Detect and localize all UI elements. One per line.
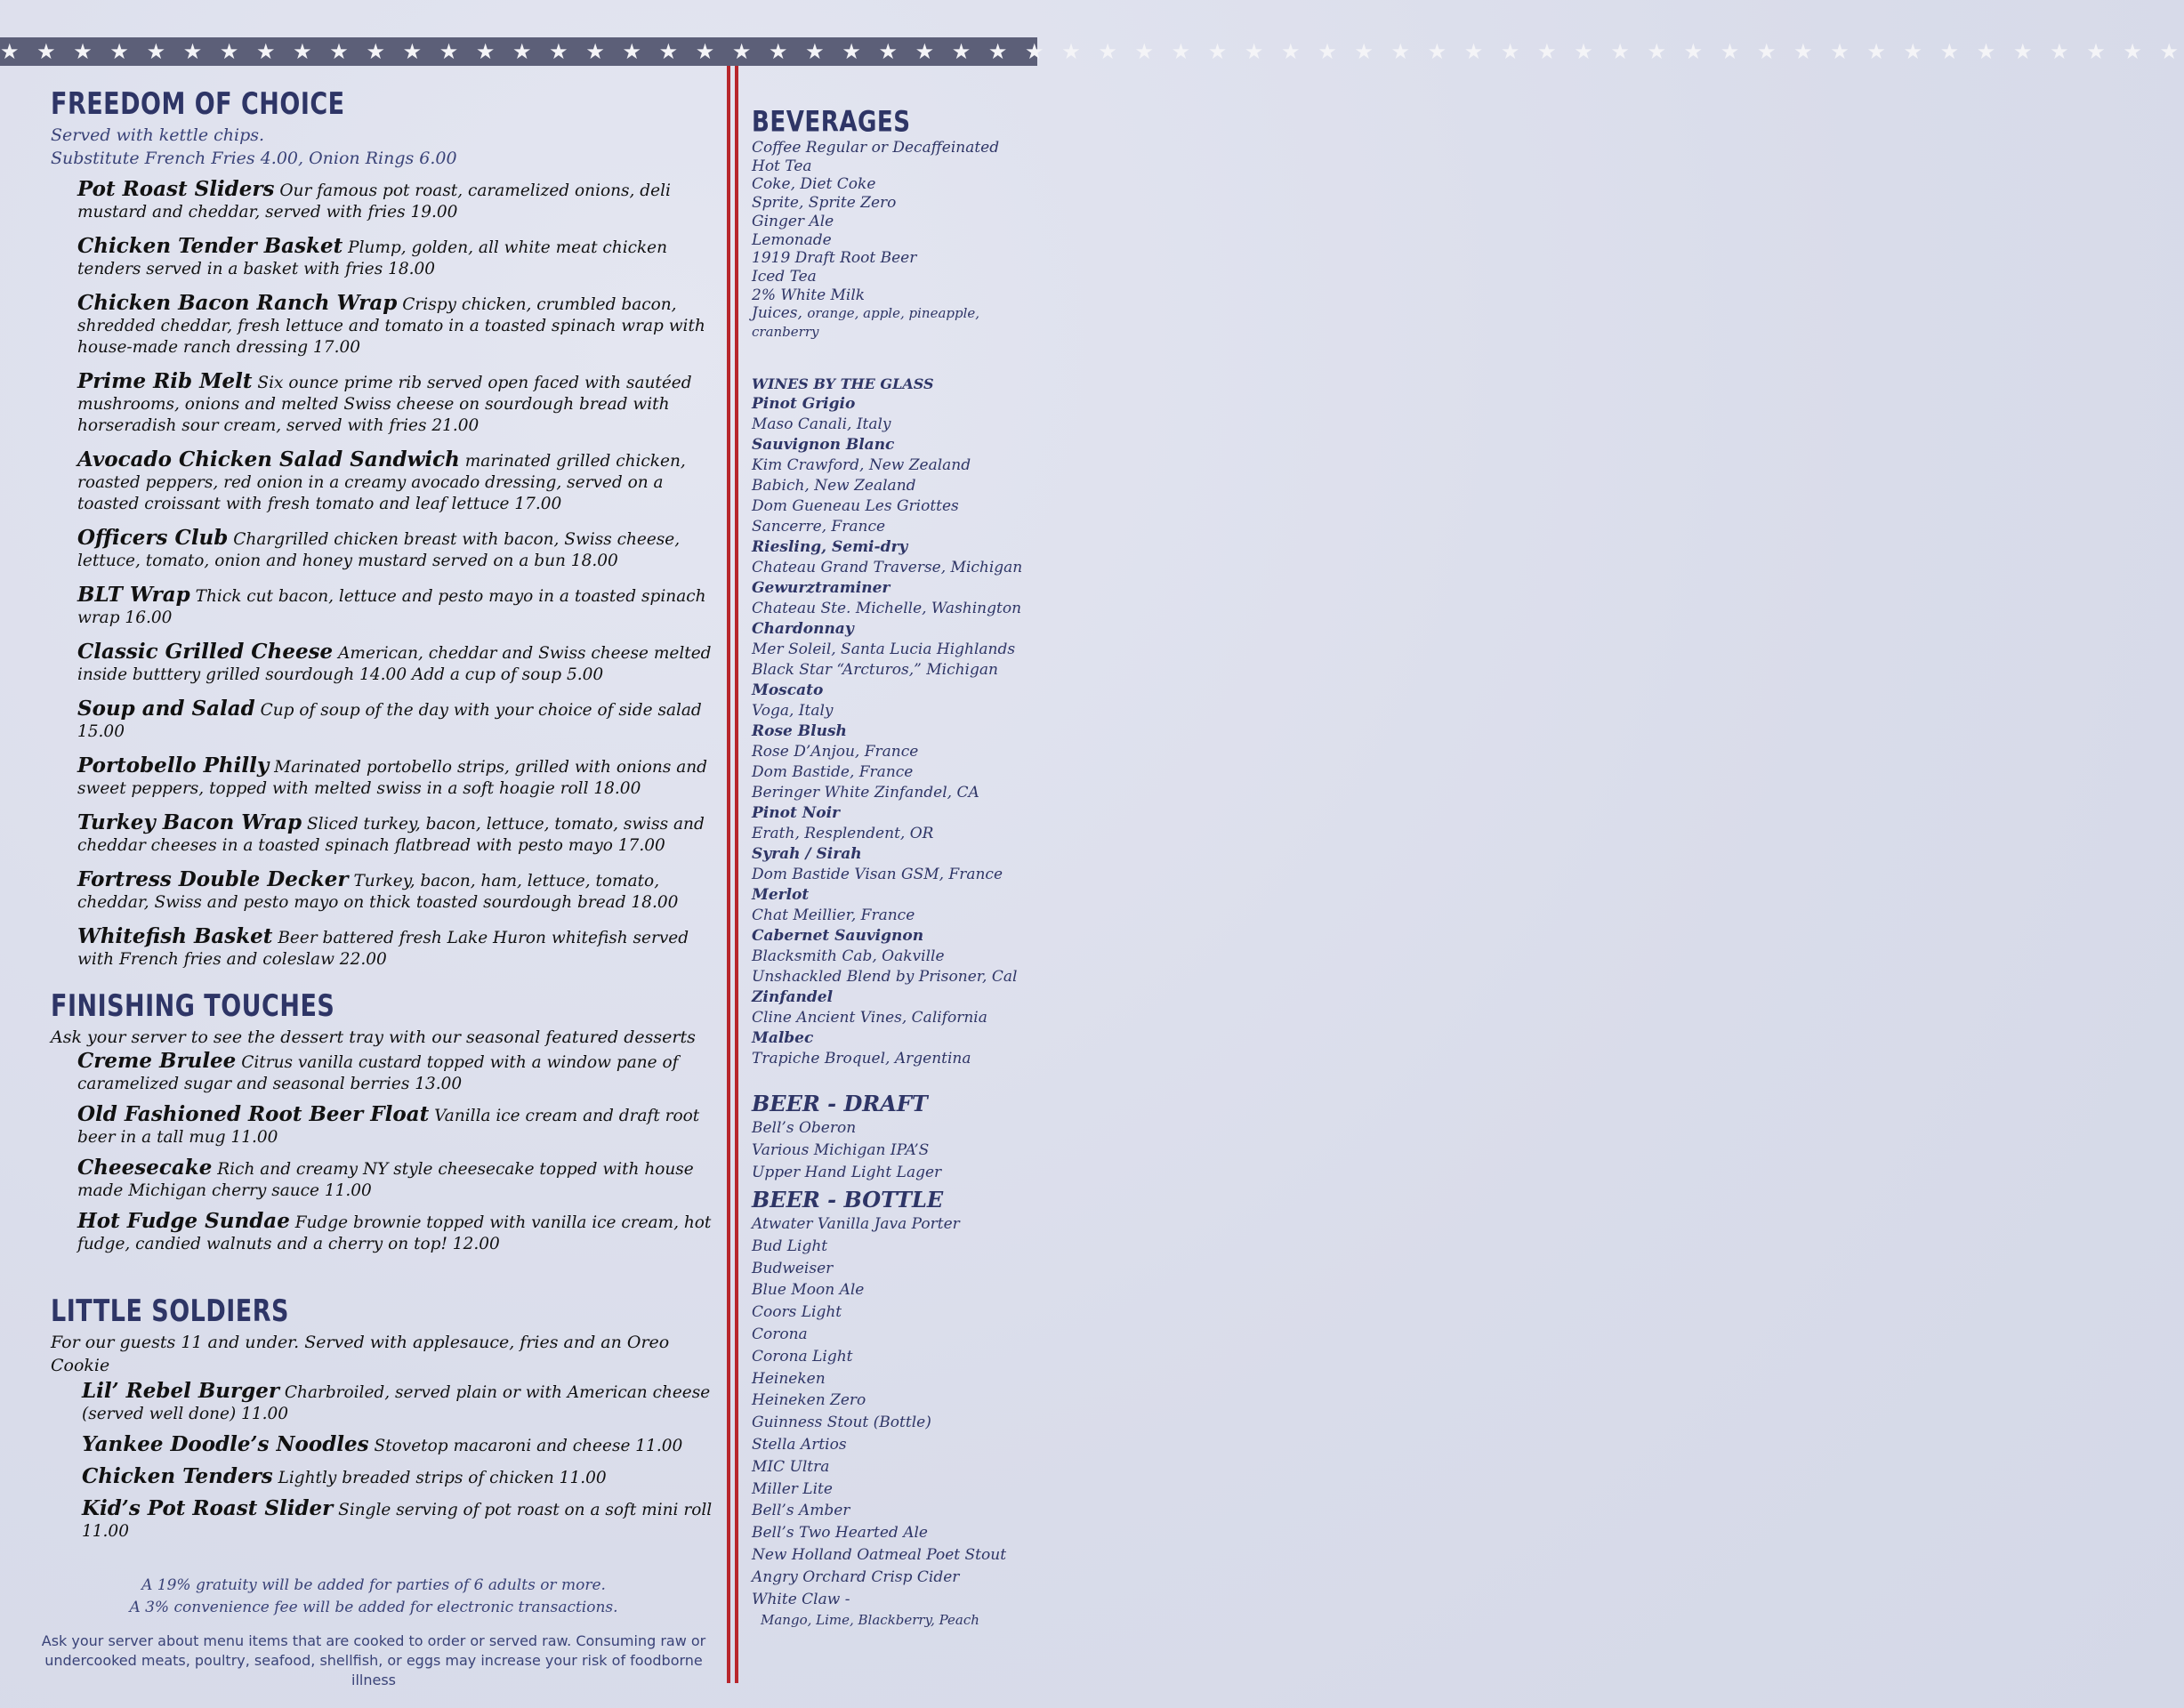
- section-wines: [752, 375, 1036, 1069]
- item-name: Chicken Bacon Ranch Wrap: [77, 291, 398, 315]
- menu-item-list: [77, 1381, 727, 1543]
- bottle-beer-item: Corona: [752, 1325, 808, 1343]
- item-name: Old Fashioned Root Beer Float: [77, 1102, 430, 1126]
- wines-title: WINES BY THE GLASS: [752, 375, 934, 392]
- bottle-beer-item: Heineken Zero: [752, 1391, 866, 1410]
- section-note: For our guests 11 and under. Served with applesauce, fries and an Oreo Cookie: [51, 1333, 670, 1375]
- food-safety-warning: Ask your server about menu items that are cooked to order or served raw. Consuming raw or undercooked meats, poultry, seafood, shellfish, or eggs may increase your risk of foodborne illness: [41, 1632, 706, 1688]
- wine-varietal: Moscato: [752, 681, 824, 699]
- menu-item: [77, 812, 718, 857]
- wine-list: [752, 394, 1036, 1069]
- section-title: BEVERAGES: [752, 105, 911, 139]
- item-description: Our famous pot roast, caramelized onions, deli mustard and cheddar, served with fries 19.00: [77, 181, 671, 222]
- beverage-item: Coffee Regular or Decaffeinated: [752, 139, 1000, 157]
- section-note: Ask your server to see the dessert tray with our seasonal featured desserts: [51, 1027, 696, 1047]
- wine-item: Mer Soleil, Santa Lucia Highlands: [752, 640, 1016, 658]
- red-divider-line: [727, 66, 730, 1683]
- item-name: Fortress Double Decker: [77, 867, 349, 891]
- beverage-item: Hot Tea: [752, 157, 812, 175]
- menu-item: [77, 584, 718, 629]
- bottle-beer-item: Atwater Vanilla Java Porter: [752, 1215, 960, 1233]
- wine-varietal: Chardonnay: [752, 620, 854, 638]
- item-name: Classic Grilled Cheese: [77, 640, 334, 664]
- menu-item: [77, 1051, 718, 1095]
- draft-beer-list: [752, 1117, 1036, 1183]
- item-description: marinated grilled chicken, roasted peppers, red onion in a creamy avocado dressing, served on a toasted croissant with fresh tomato and leaf lettuce 17.00: [77, 452, 686, 513]
- wine-varietal: Rose Blush: [752, 722, 847, 740]
- item-description: Fudge brownie topped with vanilla ice cream, hot fudge, candied walnuts and a cherry on top! 12.00: [77, 1213, 712, 1253]
- wine-varietal: Pinot Noir: [752, 804, 841, 822]
- bottle-beer-item: MIC Ultra: [752, 1457, 830, 1476]
- beverage-item: Coke, Diet Coke: [752, 175, 876, 194]
- wine-item: Kim Crawford, New Zealand: [752, 456, 971, 474]
- bottle-beer-item: Corona Light: [752, 1347, 853, 1366]
- wine-varietal: Syrah / Sirah: [752, 845, 862, 863]
- bottle-beer-item: New Holland Oatmeal Poet Stout: [752, 1545, 1007, 1564]
- wine-item: Chateau Ste. Michelle, Washington: [752, 600, 1022, 617]
- beverage-item: 1919 Draft Root Beer: [752, 249, 917, 268]
- item-description: Marinated portobello strips, grilled with onions and sweet peppers, topped with melted swiss in a soft hoagie roll 18.00: [77, 758, 708, 798]
- bottle-beer-item: White Claw -: [752, 1590, 850, 1608]
- item-description: Stovetop macaroni and cheese 11.00: [374, 1437, 683, 1455]
- bottle-beer-item: Bud Light: [752, 1237, 828, 1255]
- section-title: FINISHING TOUCHES: [51, 989, 335, 1025]
- item-description: Cup of soup of the day with your choice of side salad 15.00: [77, 701, 702, 741]
- item-name: Pot Roast Sliders: [77, 177, 275, 201]
- menu-item: [82, 1466, 727, 1489]
- beverage-list: [752, 139, 1036, 304]
- bottle-beer-list: [752, 1213, 1036, 1610]
- bottle-beer-item: Stella Artios: [752, 1435, 847, 1454]
- item-name: Turkey Bacon Wrap: [77, 810, 302, 834]
- bottle-beer-item: Budweiser: [752, 1259, 834, 1277]
- item-description: Six ounce prime rib served open faced with sautéed mushrooms, onions and melted Swiss cheese on sourdough bread with horseradish sour cream, served with fries 21.00: [77, 374, 692, 435]
- wine-item: Unshackled Blend by Prisoner, Cal: [752, 968, 1018, 986]
- item-description: Vanilla ice cream and draft root beer in a tall mug 11.00: [77, 1107, 700, 1147]
- item-description: Plump, golden, all white meat chicken tenders served in a basket with fries 18.00: [77, 238, 668, 278]
- white-claw-flavors: Mango, Lime, Blackberry, Peach: [761, 1612, 979, 1629]
- section-subtitle: Served with kettle chips.: [51, 125, 265, 145]
- wine-varietal: Merlot: [752, 886, 810, 904]
- footer-notes: [36, 1575, 712, 1619]
- draft-beer-item: Upper Hand Light Lager: [752, 1163, 942, 1181]
- item-name: Chicken Tenders: [82, 1464, 273, 1488]
- item-description: Thick cut bacon, lettuce and pesto mayo in a toasted spinach wrap 16.00: [77, 587, 706, 627]
- item-name: Avocado Chicken Salad Sandwich: [77, 447, 460, 471]
- section-beer-draft: [752, 1091, 1036, 1183]
- section-title: BEER - BOTTLE: [752, 1187, 944, 1213]
- menu-item: [77, 1104, 718, 1148]
- wine-item: Erath, Resplendent, OR: [752, 825, 934, 842]
- wine-item: Rose D’Anjou, France: [752, 743, 919, 761]
- wine-item: Dom Bastide, France: [752, 763, 914, 781]
- menu-item: [77, 371, 718, 437]
- wine-item: Trapiche Broquel, Argentina: [752, 1050, 971, 1068]
- wine-item: Maso Canali, Italy: [752, 415, 891, 433]
- wine-item: Cline Ancient Vines, California: [752, 1009, 987, 1027]
- section-title: FREEDOM OF CHOICE: [51, 87, 345, 123]
- juices-label: Juices,: [752, 304, 802, 323]
- item-description: Sliced turkey, bacon, lettuce, tomato, swiss and cheddar cheeses in a toasted spinach flatbread with pesto mayo 17.00: [77, 815, 705, 855]
- item-description: Crispy chicken, crumbled bacon, shredded cheddar, fresh lettuce and tomato in a toasted spinach wrap with house-made ranch dressing 17.00: [77, 295, 705, 357]
- menu-item: [77, 1211, 718, 1255]
- juices-options: orange, apple, pineapple, cranberry: [752, 305, 980, 341]
- menu-item: [77, 869, 718, 914]
- draft-beer-item: Various Michigan IPA’S: [752, 1140, 930, 1159]
- item-name: Creme Brulee: [77, 1049, 237, 1073]
- fee-note: A 3% convenience fee will be added for electronic transactions.: [129, 1599, 618, 1616]
- menu-item: [82, 1434, 727, 1457]
- star-border: ★ ★ ★ ★ ★ ★ ★ ★ ★ ★ ★ ★ ★ ★ ★ ★ ★ ★ ★ ★ ★ ★ ★ ★ ★ ★ ★ ★ ★ ★ ★ ★ ★ ★ ★ ★ ★ ★ ★ ★ ★ ★ ★ ★ ★ ★ ★ ★ ★ ★ ★ ★ ★ ★ ★ ★ ★ ★ ★ ★: [0, 39, 2184, 64]
- draft-beer-item: Bell’s Oberon: [752, 1119, 857, 1137]
- bottle-beer-item: Miller Lite: [752, 1479, 833, 1498]
- menu-item: [77, 179, 718, 223]
- item-name: Kid’s Pot Roast Slider: [82, 1496, 334, 1520]
- section-subtitle: Substitute French Fries 4.00, Onion Rings 6.00: [51, 149, 457, 168]
- wine-item: Chat Meillier, France: [752, 906, 915, 924]
- item-name: Officers Club: [77, 526, 229, 550]
- wine-varietal: Malbec: [752, 1029, 814, 1047]
- menu-item: [77, 293, 718, 359]
- item-description: Charbroiled, served plain or with American cheese (served well done) 11.00: [82, 1383, 711, 1423]
- item-description: Turkey, bacon, ham, lettuce, tomato, cheddar, Swiss and pesto mayo on thick toasted sourdough bread 18.00: [77, 872, 679, 912]
- bottle-beer-item: Angry Orchard Crisp Cider: [752, 1567, 960, 1586]
- menu-item: [77, 926, 718, 971]
- wine-item: Babich, New Zealand: [752, 477, 916, 495]
- wine-item: Dom Bastide Visan GSM, France: [752, 866, 1003, 883]
- menu-item-list: [77, 1051, 718, 1255]
- menu-item: [77, 1157, 718, 1202]
- bottle-beer-item: Coors Light: [752, 1303, 842, 1322]
- wine-item: Dom Gueneau Les Griottes: [752, 497, 959, 515]
- wine-varietal: Riesling, Semi-dry: [752, 538, 908, 556]
- wine-varietal: Cabernet Sauvignon: [752, 927, 924, 945]
- wine-varietal: Zinfandel: [752, 988, 834, 1006]
- menu-item: [77, 755, 718, 800]
- item-description: Lightly breaded strips of chicken 11.00: [278, 1469, 607, 1487]
- item-description: Chargrilled chicken breast with bacon, Swiss cheese, lettuce, tomato, onion and honey mustard served on a bun 18.00: [77, 530, 681, 570]
- beverage-item: Sprite, Sprite Zero: [752, 194, 897, 213]
- bottle-beer-item: Blue Moon Ale: [752, 1281, 865, 1300]
- bottle-beer-item: Heineken: [752, 1369, 826, 1388]
- beverage-item: Lemonade: [752, 230, 832, 249]
- item-name: Lil’ Rebel Burger: [82, 1379, 279, 1403]
- bottle-beer-item: Bell’s Two Hearted Ale: [752, 1524, 928, 1543]
- item-name: Prime Rib Melt: [77, 369, 253, 393]
- menu-item-list: [77, 179, 718, 971]
- menu-item: [77, 698, 718, 743]
- item-description: American, cheddar and Swiss cheese melted inside butttery grilled sourdough 14.00 Add a cup of soup 5.00: [77, 644, 712, 684]
- menu-item: [77, 449, 718, 515]
- wine-varietal: Pinot Grigio: [752, 395, 856, 413]
- menu-item: [77, 641, 718, 686]
- section-finishing-touches: [51, 989, 718, 1264]
- beverage-item: Ginger Ale: [752, 212, 834, 230]
- section-title: LITTLE SOLDIERS: [51, 1294, 289, 1330]
- juices-line: [752, 304, 1036, 341]
- menu-item: [82, 1498, 727, 1543]
- section-title: BEER - DRAFT: [752, 1091, 928, 1116]
- item-name: Whitefish Basket: [77, 924, 273, 948]
- item-name: Soup and Salad: [77, 697, 255, 721]
- wine-item: Blacksmith Cab, Oakville: [752, 947, 945, 965]
- section-beverages: [752, 105, 1036, 342]
- item-description: Citrus vanilla custard topped with a window pane of caramelized sugar and seasonal berries 13.00: [77, 1053, 679, 1093]
- menu-item: [82, 1381, 727, 1425]
- item-name: BLT Wrap: [77, 583, 190, 607]
- wine-item: Chateau Grand Traverse, Michigan: [752, 559, 1023, 576]
- item-name: Portobello Philly: [77, 753, 270, 777]
- menu-item: [77, 236, 718, 280]
- item-name: Chicken Tender Basket: [77, 234, 343, 258]
- item-name: Yankee Doodle’s Noodles: [82, 1432, 369, 1456]
- item-description: Rich and creamy NY style cheesecake topped with house made Michigan cherry sauce 11.00: [77, 1160, 694, 1200]
- item-description: Beer battered fresh Lake Huron whitefish served with French fries and coleslaw 22.00: [77, 929, 689, 969]
- section-beer-bottle: [752, 1187, 1036, 1630]
- section-freedom-of-choice: [51, 87, 718, 983]
- gratuity-note: A 19% gratuity will be added for parties of 6 adults or more.: [141, 1576, 606, 1594]
- section-little-soldiers: [51, 1294, 727, 1551]
- item-name: Cheesecake: [77, 1156, 213, 1180]
- wine-item: Sancerre, France: [752, 518, 886, 536]
- menu-item: [77, 528, 718, 572]
- beverage-item: 2% White Milk: [752, 286, 866, 304]
- wine-item: Voga, Italy: [752, 702, 834, 720]
- item-name: Hot Fudge Sundae: [77, 1209, 290, 1233]
- item-description: Single serving of pot roast on a soft mini roll 11.00: [82, 1501, 713, 1541]
- bottle-beer-item: Guinness Stout (Bottle): [752, 1414, 931, 1432]
- wine-item: Black Star “Arcturos,” Michigan: [752, 661, 998, 679]
- wine-item: Beringer White Zinfandel, CA: [752, 784, 979, 802]
- red-divider-line: [735, 66, 738, 1683]
- wine-varietal: Sauvignon Blanc: [752, 436, 895, 454]
- beverage-item: Iced Tea: [752, 267, 817, 286]
- wine-varietal: Gewurztraminer: [752, 579, 891, 597]
- bottle-beer-item: Bell’s Amber: [752, 1502, 850, 1520]
